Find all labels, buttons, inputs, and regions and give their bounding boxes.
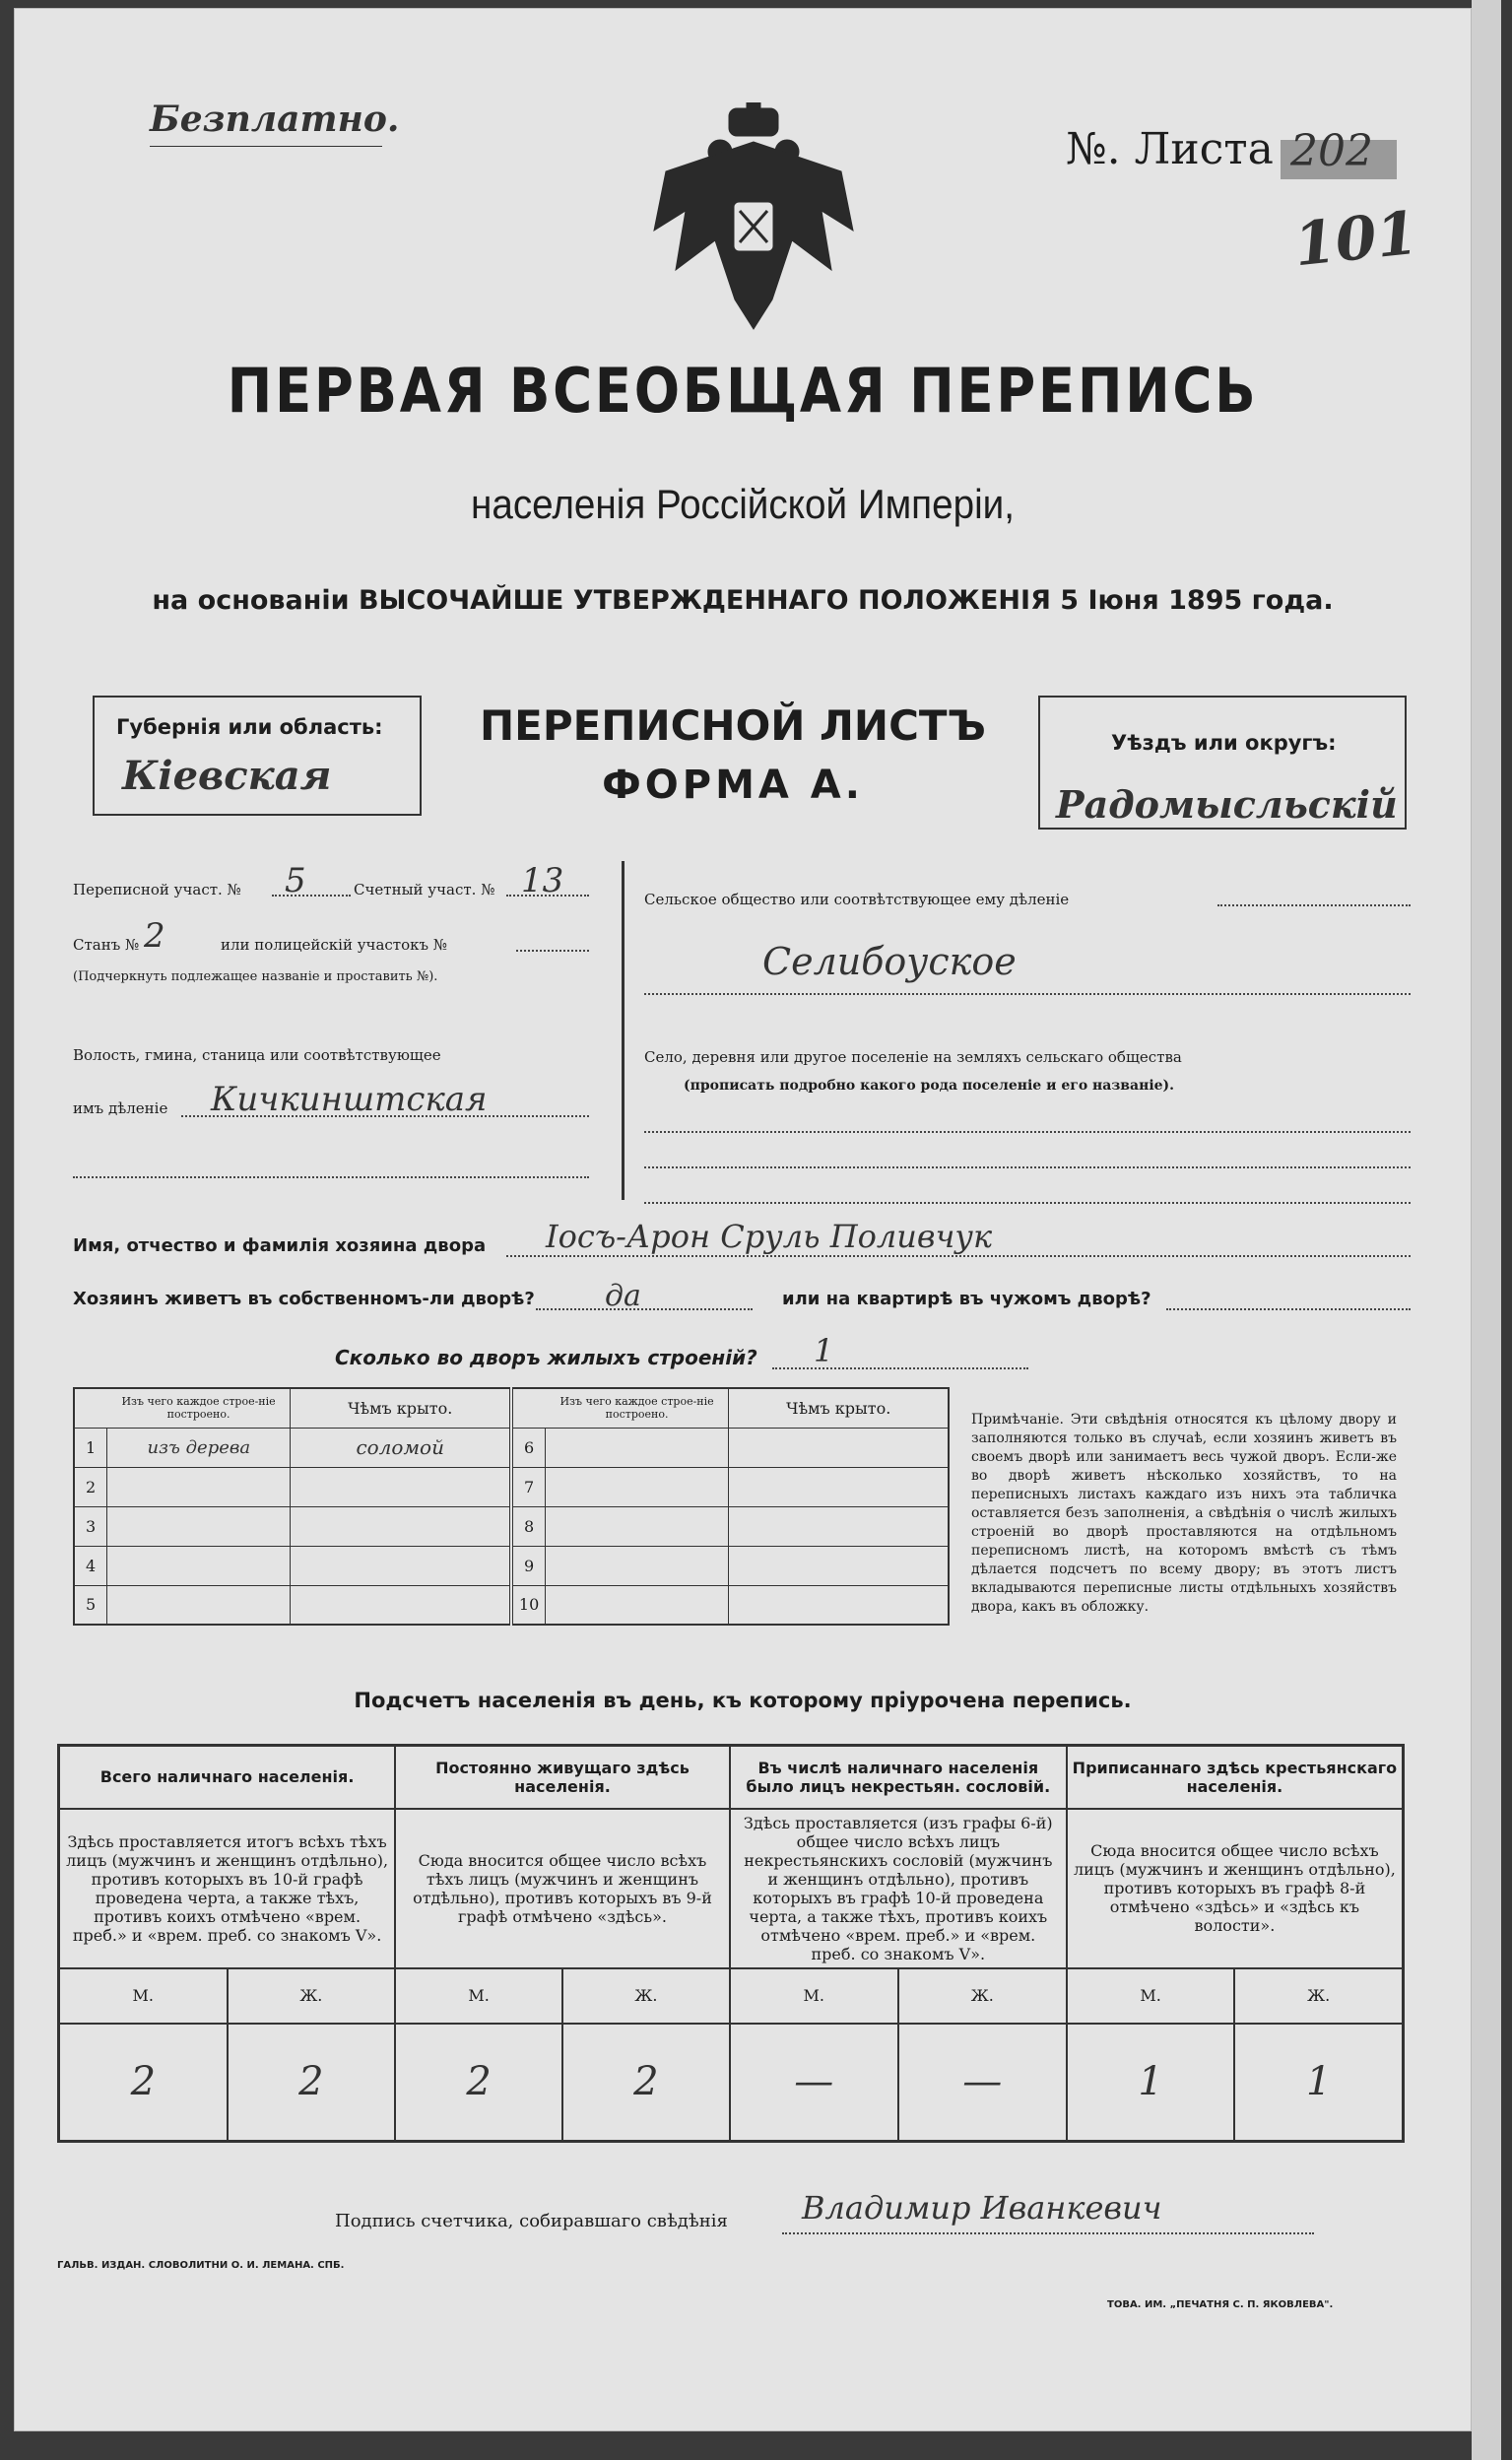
village-line-1 [644, 1131, 1411, 1133]
count-title: Подсчетъ населенія въ день, къ которому пріурочена перепись. [354, 1689, 1132, 1712]
own-yard-line [536, 1308, 753, 1310]
group-2-header: Постоянно живущаго здѣсь населенія. [395, 1746, 730, 1809]
buildings-col-roof-2: Чѣмъ крыто. [729, 1388, 949, 1428]
group-3-header: Въ числѣ наличнаго населенія было лицъ некрестьян. сословій. [730, 1746, 1067, 1809]
table-row [74, 1428, 949, 1467]
row-number: 3 [74, 1506, 107, 1546]
underline-note: (Подчеркнуть подлежащее названіе и проставить №). [73, 969, 438, 984]
main-title: ПЕРВАЯ ВСЕОБЩАЯ ПЕРЕПИСЬ [227, 355, 1259, 427]
footer-right: ТОВА. ИМ. „ПЕЧАТНЯ С. П. ЯКОВЛЕВА". [1107, 2299, 1334, 2310]
own-yard-label: Хозяинъ живетъ въ собственномъ-ли дворѣ? [73, 1289, 535, 1309]
stan-label: Станъ № [73, 936, 140, 954]
row-number: 5 [74, 1585, 107, 1625]
census-form-page [14, 8, 1472, 2431]
group-1-female: 2 [228, 2024, 396, 2142]
owner-name-value: Іосъ-Арон Сруль Поливчук [546, 1218, 993, 1255]
group-3-female: — [898, 2024, 1067, 2142]
buildings-col-roof: Чѣмъ крыто. [291, 1388, 511, 1428]
village-line-3 [644, 1202, 1411, 1204]
society-label: Сельское общество или соотвѣтствующее ему дѣленіе [644, 891, 1070, 908]
buildings-line [772, 1367, 1028, 1369]
signature-value: Владимир Иванкевич [802, 2189, 1162, 2227]
owner-name-line [506, 1255, 1411, 1257]
subtitle: населенія Россійской Имперіи, [471, 481, 1015, 527]
society-line-2 [644, 993, 1411, 995]
group-4-header: Приписаннаго здѣсь крестьянскаго населенія. [1067, 1746, 1404, 1809]
m-header: М. [59, 1968, 228, 2024]
group-4-desc: Сюда вносится общее число всѣхъ лицъ (мужчинъ и женщинъ отдѣльно), противъ которыхъ въ графѣ 8-й отмѣчено «здѣсь» и «здѣсь къ волости». [1067, 1809, 1404, 1968]
volost-value: Кичкинштская [211, 1080, 488, 1119]
vertical-divider [622, 861, 625, 1200]
table-row [74, 1546, 949, 1585]
row-number: 9 [511, 1546, 546, 1585]
building-material: изъ дерева [107, 1428, 291, 1467]
f-header: Ж. [562, 1968, 730, 2024]
f-header: Ж. [228, 1968, 396, 2024]
table-row [74, 1585, 949, 1625]
table-row [74, 1467, 949, 1506]
stan-value: 2 [144, 916, 165, 956]
district-label: Уѣздъ или округъ: [1111, 731, 1337, 755]
free-label: Безплатно. [150, 99, 400, 140]
form-line1: ПЕРЕПИСНОЙ ЛИСТЪ [479, 701, 987, 750]
f-header: Ж. [898, 1968, 1067, 2024]
police-label: или полицейскій участокъ № [221, 936, 448, 954]
population-count-table [57, 1744, 1405, 2143]
volost-label-2: имъ дѣленіе [73, 1099, 168, 1117]
sheet-number-label: №. Листа [1066, 124, 1274, 174]
note-text: Примѣчаніе. Эти свѣдѣнія относятся къ цѣлому двору и заполняются только въ случаѣ, если хозяинъ живетъ въ своемъ дворѣ или занимаетъ весь чужой дворъ. Если-же во дворѣ живетъ нѣсколько хозяйствъ, то на переписныхъ листахъ каждаго изъ нихъ эта табличка оставляется безъ заполненія, а свѣдѣнія о числѣ жилыхъ строеній во дворѣ проставляются на отдѣльномъ переписномъ листѣ, на которомъ вмѣстѣ съ тѣмъ дѣлается подсчетъ по всему двору; въ этотъ листъ вкладываются переписные листы отдѣльныхъ хозяйствъ двора, какъ въ обложку. [971, 1412, 1397, 1615]
buildings-value: 1 [814, 1332, 834, 1369]
province-label: Губернія или область: [116, 715, 383, 739]
society-line-1 [1217, 904, 1411, 906]
row-number: 1 [74, 1428, 107, 1467]
group-4-female: 1 [1234, 2024, 1403, 2142]
table-row [59, 2024, 1404, 2142]
group-1-header: Всего наличнаго населенія. [59, 1746, 396, 1809]
group-2-female: 2 [562, 2024, 730, 2142]
province-value: Кіевская [122, 753, 332, 799]
owner-name-label: Имя, отчество и фамилія хозяина двора [73, 1235, 487, 1256]
sheet-number-value: 202 [1290, 126, 1373, 176]
m-header: М. [395, 1968, 562, 2024]
table-row [74, 1506, 949, 1546]
volost-extra-line [73, 1176, 589, 1178]
group-1-desc: Здѣсь проставляется итогъ всѣхъ тѣхъ лицъ (мужчинъ и женщинъ отдѣльно), противъ которыхъ въ 10-й графѣ проведена черта, а также тѣхъ, противъ коихъ отмѣчено «врем. преб.» и «врем. преб. со знакомъ V». [59, 1809, 396, 1968]
village-note: (прописать подробно какого рода поселеніе и его названіе). [684, 1078, 1175, 1094]
form-line2: ФОРМА А. [602, 763, 864, 808]
group-4-male: 1 [1067, 2024, 1235, 2142]
buildings-label: Сколько во дворъ жилыхъ строеній? [335, 1346, 757, 1369]
free-underline [150, 146, 382, 147]
counting-area-label: Счетный участ. № [354, 881, 495, 898]
census-area-label: Переписной участ. № [73, 881, 241, 898]
group-2-desc: Сюда вносится общее число всѣхъ тѣхъ лицъ (мужчинъ и женщинъ отдѣльно), противъ которыхъ въ 9-й графѣ отмѣчено «здѣсь». [395, 1809, 730, 1968]
building-roof: соломой [291, 1428, 511, 1467]
row-number: 10 [511, 1585, 546, 1625]
row-number: 8 [511, 1506, 546, 1546]
census-area-line [272, 895, 351, 897]
rented-line [1166, 1308, 1411, 1310]
own-yard-value: да [605, 1279, 641, 1313]
group-3-desc: Здѣсь проставляется (изъ графы 6-й) общее число всѣхъ лицъ некрестьянскихъ сословій (мужчинъ и женщинъ отдѣльно), противъ которыхъ въ графѣ 10-й проведена черта, а также тѣхъ, противъ коихъ отмѣчено «врем. преб.» и «врем. преб. со знакомъ V». [730, 1809, 1067, 1968]
signature-label: Подпись счетчика, собиравшаго свѣдѣнія [335, 2211, 728, 2231]
footer-left: ГАЛЬВ. ИЗДАН. СЛОВОЛИТНИ О. И. ЛЕМАНА. СПБ. [57, 2260, 345, 2271]
counting-area-value: 13 [521, 861, 564, 900]
district-value: Радомысльскій [1056, 782, 1398, 827]
corner-number: 101 [1290, 198, 1421, 281]
police-line [516, 950, 589, 952]
group-3-male: — [730, 2024, 898, 2142]
underlying-page-edge [1472, 0, 1501, 2460]
basis-line: на основаніи ВЫСОЧАЙШЕ УТВЕРЖДЕННАГО ПОЛОЖЕНІЯ 5 Іюня 1895 года. [152, 585, 1334, 616]
m-header: М. [730, 1968, 898, 2024]
volost-label-1: Волость, гмина, станица или соотвѣтствующее [73, 1046, 441, 1064]
group-1-male: 2 [59, 2024, 228, 2142]
buildings-col-material-2: Изъ чего каждое строе-ніе построено. [546, 1388, 729, 1428]
signature-line [782, 2232, 1314, 2234]
society-value: Селибоуское [762, 940, 1017, 983]
buildings-col-material: Изъ чего каждое строе-ніе построено. [107, 1388, 291, 1428]
buildings-table [73, 1387, 950, 1626]
group-2-male: 2 [395, 2024, 562, 2142]
row-number: 4 [74, 1546, 107, 1585]
m-header: М. [1067, 1968, 1235, 2024]
village-line-2 [644, 1166, 1411, 1168]
f-header: Ж. [1234, 1968, 1403, 2024]
row-number: 7 [511, 1467, 546, 1506]
census-area-value: 5 [285, 861, 306, 900]
village-label: Село, деревня или другое поселеніе на земляхъ сельскаго общества [644, 1048, 1182, 1066]
row-number: 6 [511, 1428, 546, 1467]
row-number: 2 [74, 1467, 107, 1506]
rented-label: или на квартирѣ въ чужомъ дворѣ? [782, 1289, 1151, 1309]
imperial-eagle-emblem [646, 102, 861, 333]
